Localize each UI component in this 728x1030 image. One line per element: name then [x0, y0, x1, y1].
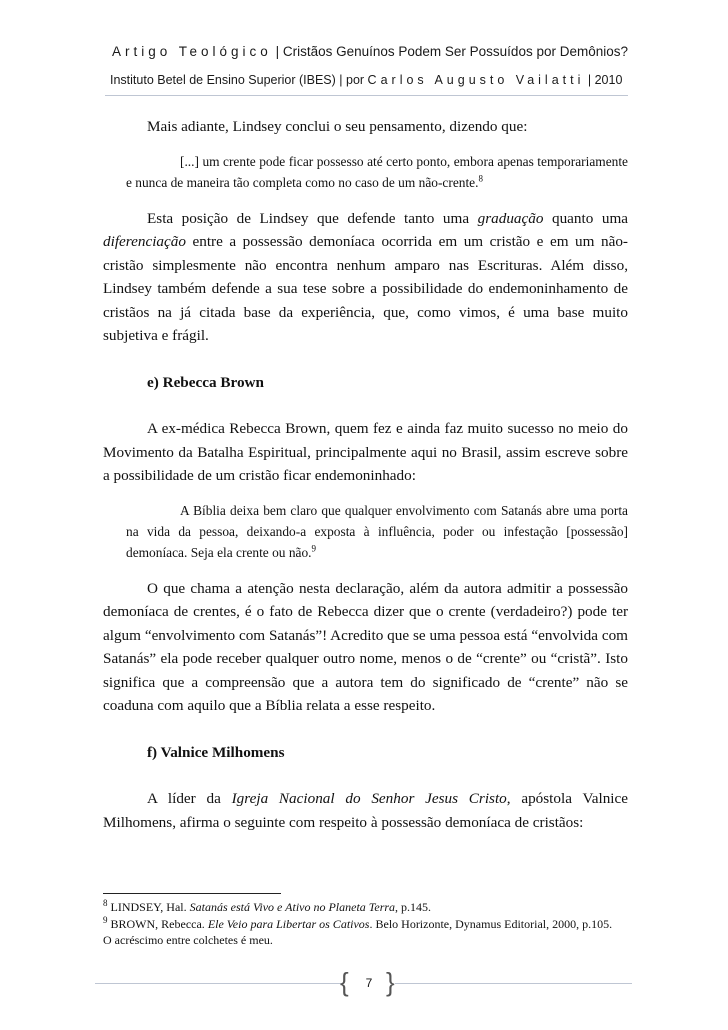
footnote-8: $^8$ LINDSEY, Hal. Satanás está Vivo e Ativo no Planeta Terra, p.145.	[103, 898, 432, 914]
footnote-9: $^9$ BROWN, Rebecca. Ele Veio para Libertar os Cativos. Belo Horizonte, Dynamus Editorial, 2000, p.105.	[103, 914, 613, 931]
header-subtitle: Instituto Betel de Ensino Superior (IBES) | por Carlos Augusto Vailatti | 2010	[110, 73, 623, 87]
footnote-ref-9: 9	[311, 543, 317, 554]
footnote-ref-8: 8	[478, 173, 483, 184]
section-heading-f: f) Valnice Milhomens	[147, 743, 285, 761]
paragraph-3: A ex-médica Rebecca Brown, quem fez e ainda faz muito sucesso no meio do Movimento da Batalha Espiritual, principalmente aqui no Brasil, assim escreve sobre a possibilidade de um cristão ficar endemoninhado:	[103, 420, 628, 484]
footnotes	[103, 899, 633, 949]
section-heading-e: e) Rebecca Brown	[147, 373, 264, 391]
footer-rule-left	[95, 983, 342, 984]
paragraph-1: Mais adiante, Lindsey conclui o seu pensamento, dizendo que:	[147, 118, 528, 135]
footnote-divider	[103, 893, 281, 894]
paragraph-2: Esta posição de Lindsey que defende tanto uma graduação quanto uma diferenciação entre a possessão demoníaca ocorrida em um cristão e em um não-cristão simplesmente não encontra nenhum amparo nas Escrituras. Além disso, Lindsey também defende a sua tese sobre a possibilidade do endemoninhamento de cristãos na já citada base da experiência, que, como vimos, é uma base muito subjetiva e frágil.	[103, 209, 628, 344]
page-bracket-right-icon: }	[386, 967, 395, 997]
paragraph-4: O que chama a atenção nesta declaração, além da autora admitir a possessão demoníaca de crentes, é o fato de Rebecca dizer que o crente (verdadeiro?) pode ter algum “envolvimento com Satanás”! Acredito que se uma pessoa está “envolvida com Satanás” ela pode receber qualquer outro nome, menos o de “crente” ou “cristã”. Isto significa que a compreensão que a autora tem do significado de “crente” não se coaduna com aquilo que a Bíblia relata a esse respeito.	[103, 579, 628, 714]
page-number: 7	[365, 976, 373, 990]
header-divider	[105, 95, 628, 96]
block-quote-1: [...] um crente pode ficar possesso até certo ponto, embora apenas temporariamente e nunca de maneira tão completa como no caso de um não-crente.$^8$	[126, 153, 628, 190]
page-bracket-left-icon: {	[340, 967, 349, 997]
document-body	[103, 115, 628, 834]
header-title: Artigo Teológico | Cristãos Genuínos Podem Ser Possuídos por Demônios?	[112, 44, 628, 59]
footnote-9-note: O acréscimo entre colchetes é meu.	[103, 933, 273, 947]
block-quote-2: A Bíblia deixa bem claro que qualquer envolvimento com Satanás abre uma porta na vida da pessoa, deixando-a exposta à influência, poder ou infestação [possessão] demoníaca. Seja ela crente ou não.$^9$	[126, 502, 628, 560]
footer-rule-right	[395, 983, 632, 984]
paragraph-5: A líder da Igreja Nacional do Senhor Jesus Cristo, apóstola Valnice Milhomens, afirma o seguinte com respeito à possessão demoníaca de cristãos:	[103, 790, 628, 831]
